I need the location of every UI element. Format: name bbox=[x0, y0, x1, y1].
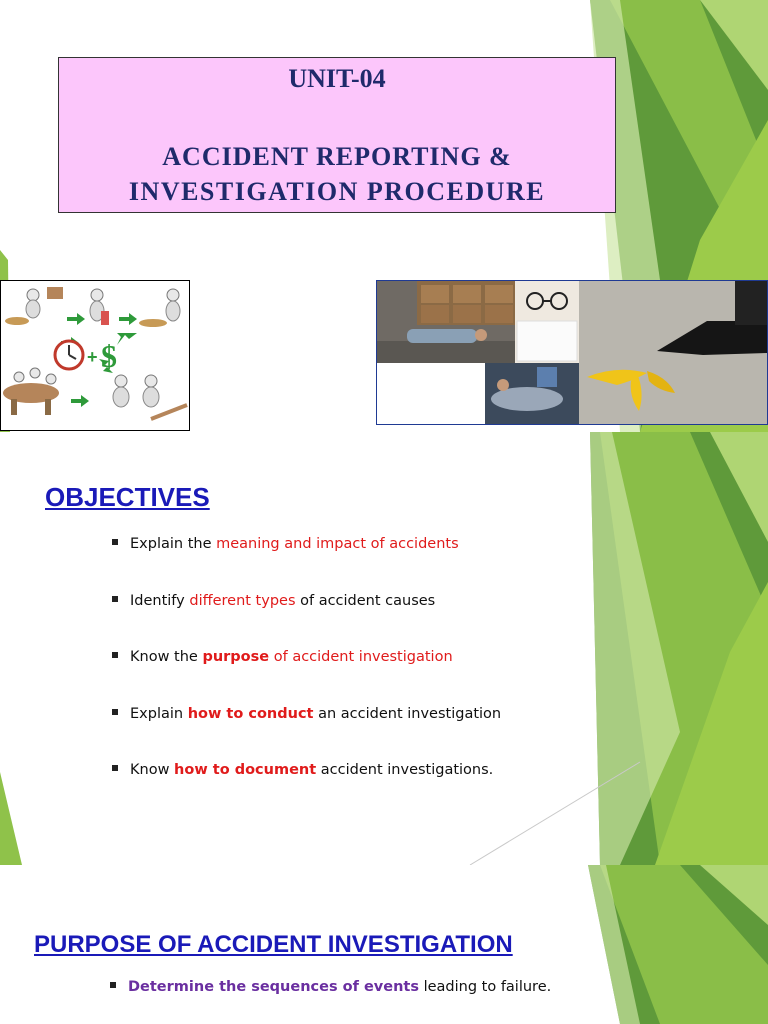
svg-text:+: + bbox=[87, 347, 98, 367]
objective-text: accident investigations. bbox=[316, 762, 494, 778]
bullet-square bbox=[110, 982, 116, 988]
slide-objectives bbox=[0, 432, 768, 865]
purpose-highlight: Determine the sequences of events bbox=[128, 979, 419, 995]
objective-item bbox=[112, 706, 501, 722]
objective-item bbox=[112, 593, 435, 609]
accident-photo-collage bbox=[376, 280, 768, 425]
objective-highlight: how to conduct bbox=[187, 706, 314, 722]
objective-highlight: purpose bbox=[202, 649, 270, 665]
process-illustration-drawing bbox=[1, 281, 189, 430]
objective-highlight: different types bbox=[189, 593, 296, 609]
bullet-square bbox=[112, 596, 118, 602]
objective-text: Explain the bbox=[130, 536, 217, 552]
bullet-square bbox=[112, 765, 118, 771]
slide-title bbox=[0, 0, 768, 432]
objective-highlight: meaning and impact of accidents bbox=[216, 536, 459, 552]
title-line-1: ACCIDENT REPORTING & bbox=[162, 142, 512, 171]
purpose-heading: PURPOSE OF ACCIDENT INVESTIGATION bbox=[34, 931, 513, 958]
bullet-square bbox=[112, 539, 118, 545]
objectives-heading: OBJECTIVES bbox=[45, 482, 210, 512]
title-box bbox=[58, 57, 616, 213]
unit-label: UNIT-04 bbox=[288, 64, 386, 93]
bullet-square bbox=[112, 709, 118, 715]
objective-item bbox=[112, 536, 459, 552]
objective-item bbox=[112, 649, 453, 665]
title-line-2: INVESTIGATION PROCEDURE bbox=[128, 177, 546, 206]
bullet-square bbox=[112, 652, 118, 658]
objective-text: Know the bbox=[130, 649, 203, 665]
objective-text: Identify bbox=[130, 593, 190, 609]
svg-text:$: $ bbox=[101, 338, 117, 374]
objective-text: of accident investigation bbox=[269, 649, 453, 665]
objective-item bbox=[112, 762, 493, 778]
purpose-item bbox=[110, 979, 551, 995]
objective-text: of accident causes bbox=[295, 593, 436, 609]
accident-photo-collage-drawing bbox=[377, 281, 767, 424]
objective-text: Know bbox=[130, 762, 175, 778]
objective-text: Explain bbox=[130, 706, 188, 722]
objective-highlight: how to document bbox=[174, 762, 317, 778]
process-illustration bbox=[0, 280, 190, 431]
purpose-text: leading to failure. bbox=[418, 979, 552, 995]
slide-purpose bbox=[0, 865, 768, 1024]
objective-text: an accident investigation bbox=[313, 706, 502, 722]
